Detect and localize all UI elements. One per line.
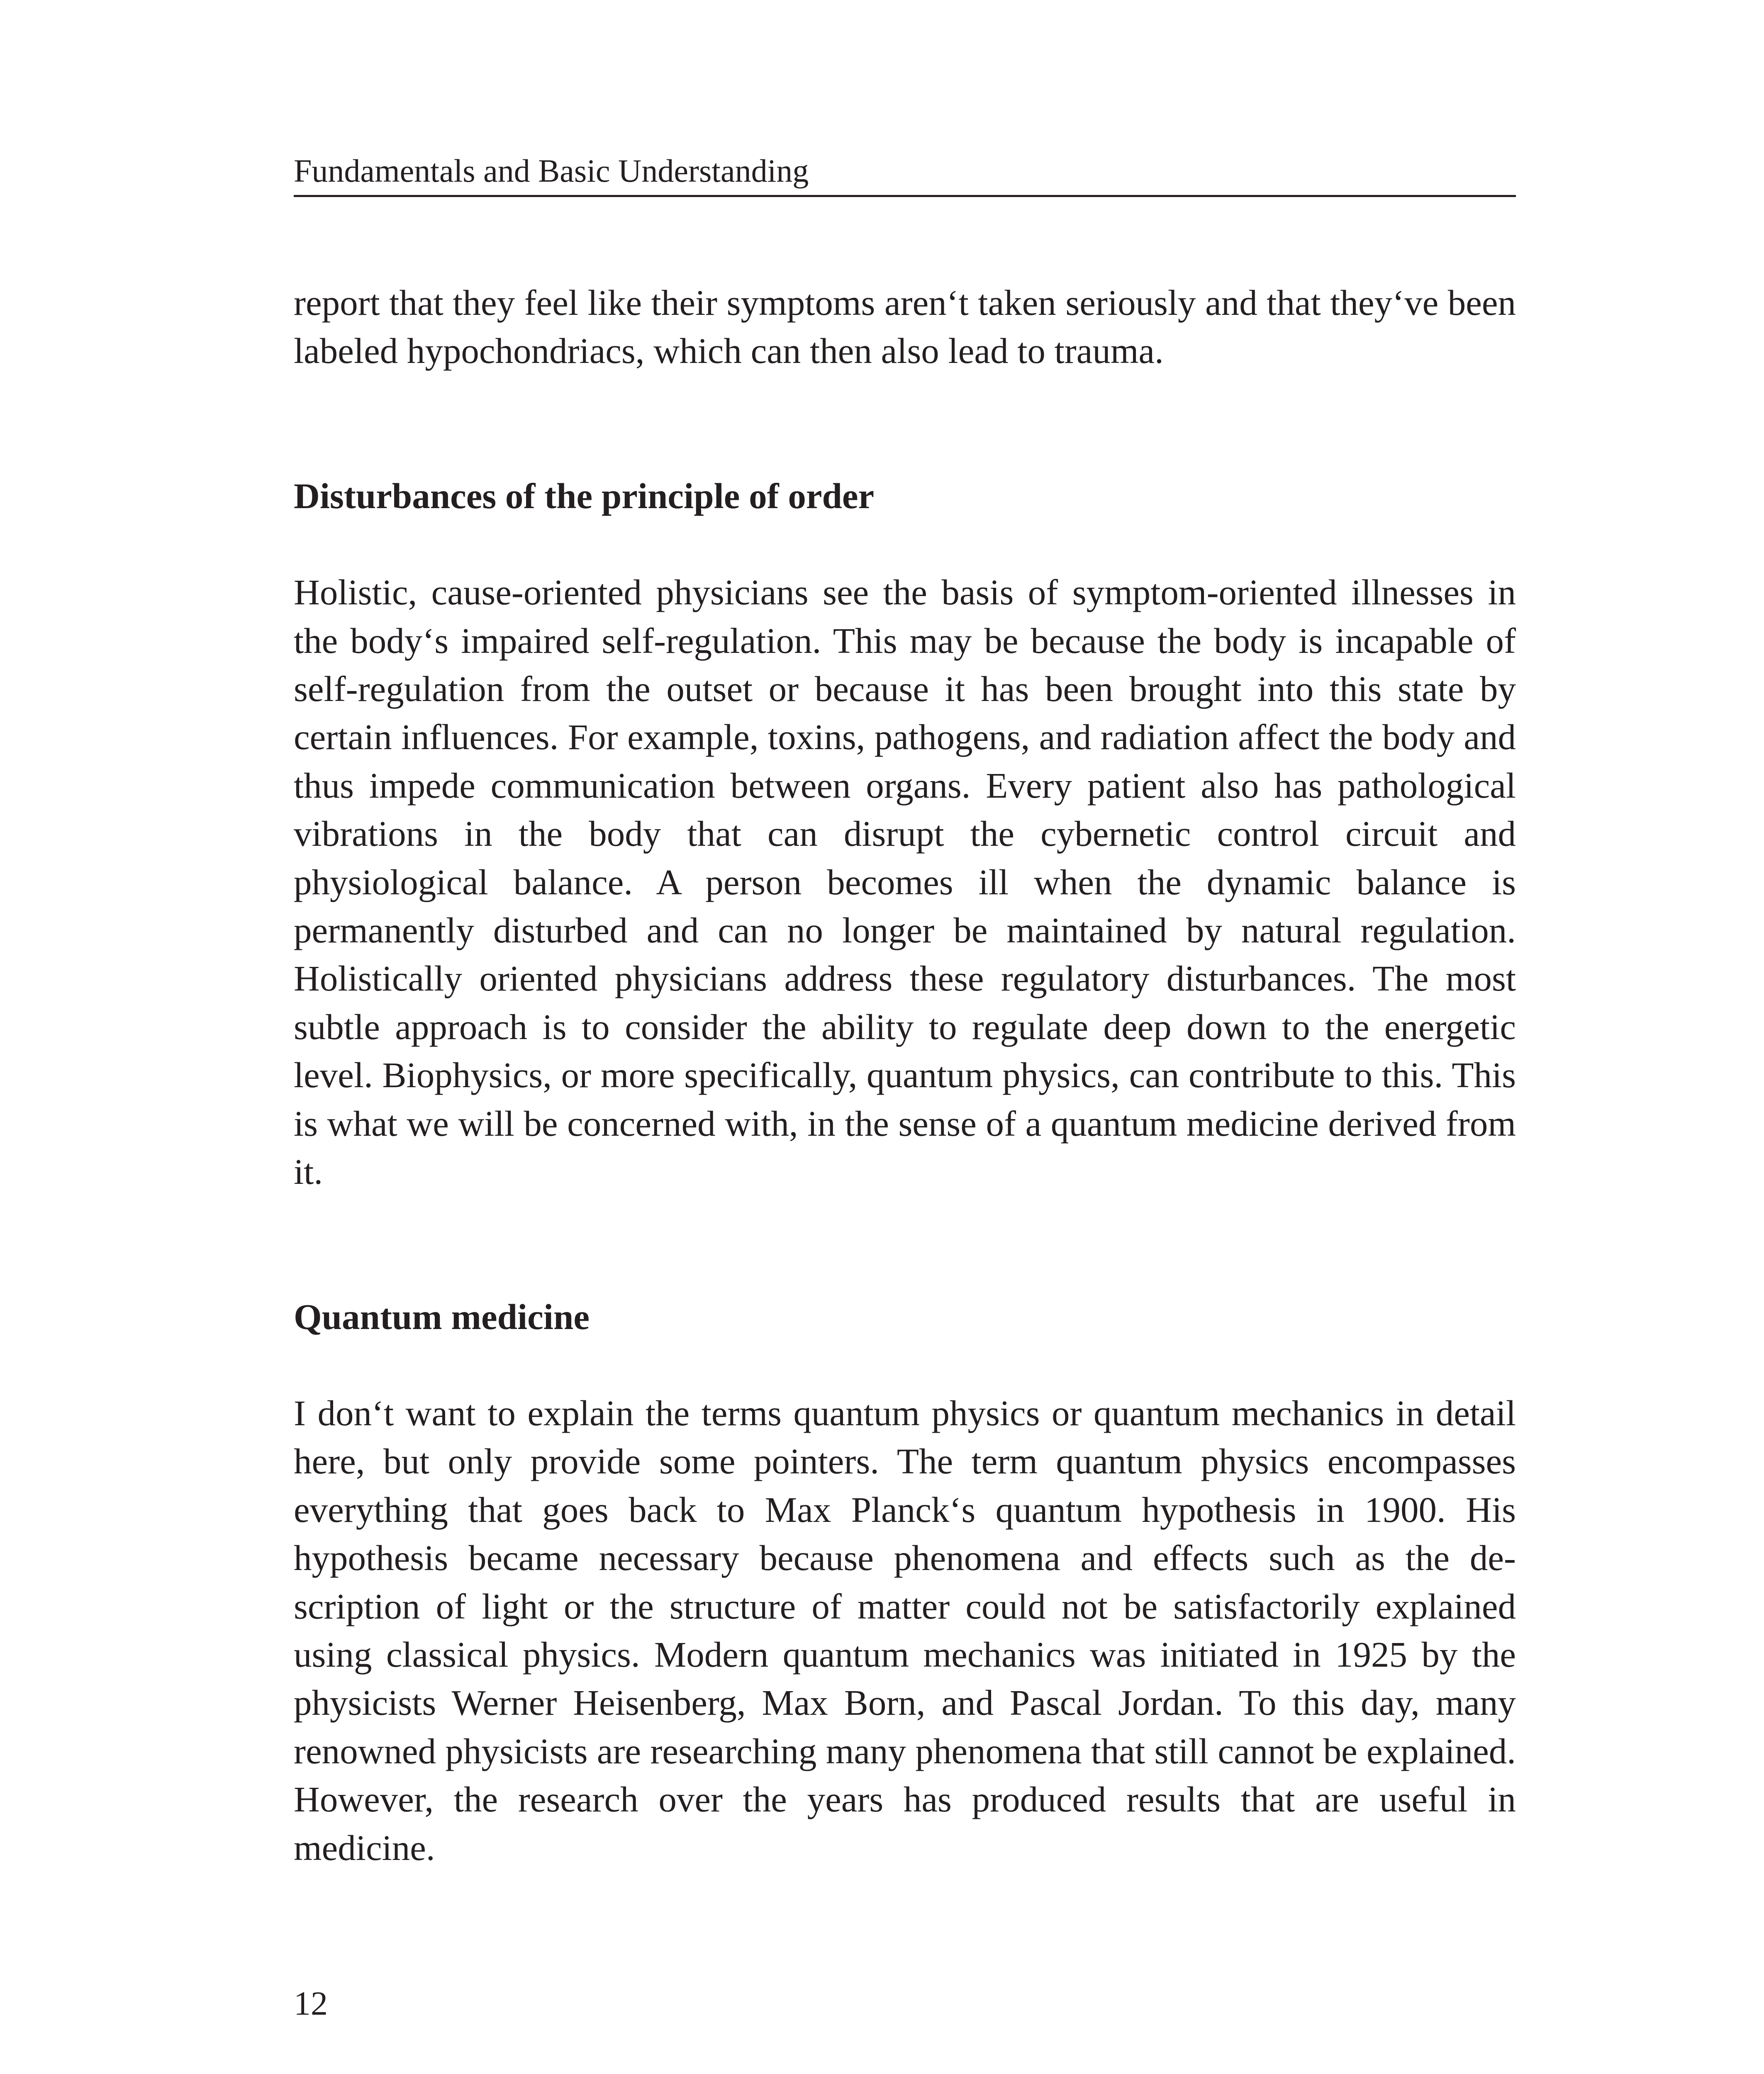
page-body bbox=[294, 279, 1516, 1872]
paragraph-continuation: report that they feel like their symptoms aren‘t taken seriously and that they‘ve been labeled hypochondriacs, which can then also lead to trauma. bbox=[294, 282, 1516, 371]
paragraph-order-disturbances: Holistic, cause-oriented physicians see the basis of symptom-oriented illnesses in the body‘s impaired self-regulation. This may be because the body is incapable of self-regulation from the outset or because it has been brought into this state by certain influences. For example, toxins, pathogens, and radiation affect the body and thus impede communication between organs. Every patient also has pathological vibrations in the body that can disrupt the cybernetic control circuit and physiological balance. A person becomes ill when the dynamic balance is permanently disturbed and can no longer be maintained by natural regulation. Holistically oriented physicians address these regulatory disturbances. The most subtle approach is to consider the ability to regulate deep down to the energetic level. Biophysics, or more specifically, quantum physics, can contribute to this. This is what we will be concerned with, in the sense of a quantum medicine derived from it. bbox=[294, 572, 1516, 1192]
page-number: 12 bbox=[294, 1984, 328, 2022]
section-heading-quantum-medicine: Quantum medicine bbox=[294, 1296, 590, 1337]
section-heading-disturbances: Disturbances of the principle of order bbox=[294, 475, 875, 516]
paragraph-quantum-medicine: I don‘t want to explain the terms quantum physics or quantum mechanics in detail here, but only provide some pointers. The term quantum physics encompasses everything that goes back to Max Planck‘s quantum hypothesis in 1900. His hypothesis became necessary because phenomena and effects such as the description of light or the structure of matter could not be satisfactorily explained using classical physics. Modern quantum mechanics was initiated in 1925 by the physicists Werner Heisenberg, Max Born, and Pascal Jordan. To this day, many renowned physicists are researching many phenomena that still cannot be explained. However, the research over the years has produced results that are useful in medicine. bbox=[294, 1392, 1516, 1868]
running-head: Fundamentals and Basic Understanding bbox=[294, 150, 1516, 197]
